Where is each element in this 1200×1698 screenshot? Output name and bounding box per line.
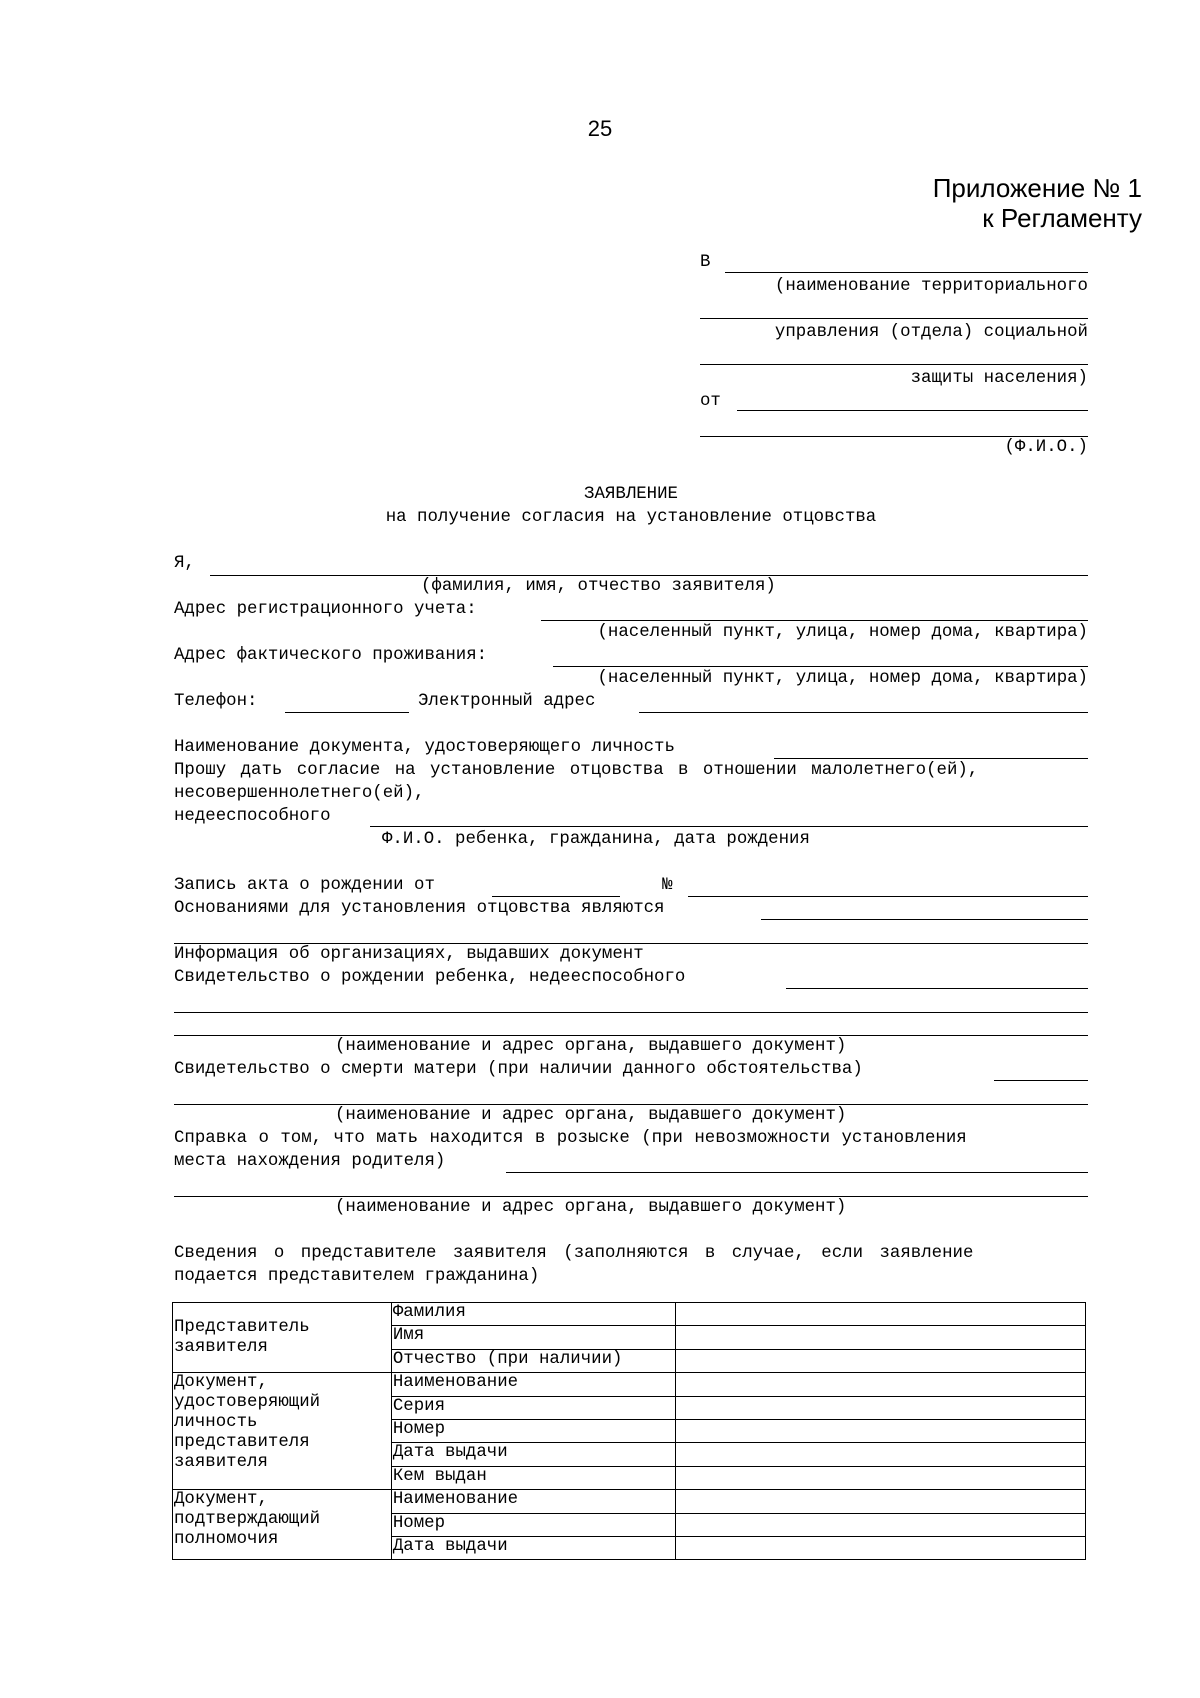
appendix-title: Приложение № 1 <box>932 173 1142 203</box>
to-field[interactable] <box>725 272 1088 273</box>
value-cell[interactable] <box>675 1303 1085 1326</box>
fact-address-hint: (населенный пункт, улица, номер дома, квартира) <box>597 669 1088 688</box>
rep-info-line-1: Сведения о представителе заявителя (заполняются в случае, если заявление <box>174 1244 974 1263</box>
reg-address-hint: (населенный пункт, улица, номер дома, квартира) <box>597 623 1088 642</box>
child-field[interactable] <box>370 826 1088 827</box>
row-label: Дата выдачи <box>391 1536 675 1559</box>
group-label-line: подтверждающий <box>174 1510 321 1530</box>
group-label-authority-document <box>173 1490 392 1560</box>
org-info-label: Информация об организациях, выдавших документ <box>174 945 644 964</box>
fact-address-field[interactable] <box>553 666 1088 667</box>
birth-record-label: Запись акта о рождении от <box>174 876 435 895</box>
row-label: Дата выдачи <box>391 1443 675 1466</box>
document-subtitle: на получение согласия на установление отцовства <box>385 508 877 527</box>
search-field[interactable] <box>506 1172 1088 1173</box>
value-cell[interactable] <box>675 1466 1085 1489</box>
fact-address-label: Адрес фактического проживания: <box>174 646 488 665</box>
id-doc-field[interactable] <box>774 758 1088 759</box>
from-field-2[interactable] <box>700 436 1088 437</box>
issuer-hint-3: (наименование и адрес органа, выдавшего документ) <box>335 1198 847 1217</box>
group-label-id-document <box>173 1373 392 1490</box>
table-row <box>173 1373 1086 1396</box>
group-label-line: удостоверяющий <box>174 1393 321 1413</box>
applicant-name-hint: (фамилия, имя, отчество заявителя) <box>421 577 776 596</box>
death-cert-label: Свидетельство о смерти матери (при наличии данного обстоятельства) <box>174 1060 863 1079</box>
grounds-label: Основаниями для установления отцовства являются <box>174 899 665 918</box>
birth-cert-field-3[interactable] <box>174 1035 1088 1036</box>
row-label: Кем выдан <box>391 1466 675 1489</box>
value-cell[interactable] <box>675 1326 1085 1349</box>
row-label: Фамилия <box>391 1303 675 1326</box>
birth-cert-field-2[interactable] <box>174 1012 1088 1013</box>
row-label: Наименование <box>391 1373 675 1396</box>
group-label-line: Документ, <box>174 1373 268 1393</box>
to-hint-3: защиты населения) <box>910 369 1088 388</box>
appendix-header <box>933 173 1142 233</box>
value-cell[interactable] <box>675 1443 1085 1466</box>
birth-cert-label: Свидетельство о рождении ребенка, недееспособного <box>174 968 686 987</box>
birth-record-date-field[interactable] <box>492 896 620 897</box>
from-field[interactable] <box>737 410 1088 411</box>
from-prefix: от <box>700 392 721 411</box>
representative-table <box>172 1302 1086 1560</box>
death-cert-field-2[interactable] <box>174 1104 1088 1105</box>
birth-record-number-field[interactable] <box>688 896 1088 897</box>
row-label: Отчество (при наличии) <box>391 1349 675 1372</box>
email-label: Электронный адрес <box>418 692 596 711</box>
to-field-2[interactable] <box>700 318 1088 319</box>
value-cell[interactable] <box>675 1513 1085 1536</box>
to-field-3[interactable] <box>700 364 1088 365</box>
rep-info-line-2: подается представителем гражданина) <box>174 1267 540 1286</box>
group-label-line: заявителя <box>174 1337 268 1357</box>
i-label: Я, <box>174 554 195 573</box>
group-label-line: Представитель <box>174 1317 310 1337</box>
issuer-hint-2: (наименование и адрес органа, выдавшего документ) <box>335 1106 847 1125</box>
group-label-line: Документ, <box>174 1490 268 1510</box>
to-prefix: В <box>700 253 711 272</box>
birth-cert-field[interactable] <box>786 988 1088 989</box>
value-cell[interactable] <box>675 1490 1085 1513</box>
row-label: Наименование <box>391 1490 675 1513</box>
number-sign: № <box>662 876 673 895</box>
reg-address-label: Адрес регистрационного учета: <box>174 600 477 619</box>
table-row <box>173 1490 1086 1513</box>
value-cell[interactable] <box>675 1396 1085 1419</box>
search-line-2: места нахождения родителя) <box>174 1152 446 1171</box>
request-line-3: недееспособного <box>174 807 331 826</box>
row-label: Номер <box>391 1513 675 1536</box>
group-label-line: заявителя <box>174 1453 268 1473</box>
email-field[interactable] <box>639 712 1088 713</box>
row-label: Номер <box>391 1419 675 1442</box>
search-line-1: Справка о том, что мать находится в розыске (при невозможности установления <box>174 1129 967 1148</box>
group-label-representative <box>173 1303 392 1373</box>
child-hint: Ф.И.О. ребенка, гражданина, дата рождения <box>382 830 810 849</box>
group-label-line: представителя <box>174 1433 310 1453</box>
issuer-hint-1: (наименование и адрес органа, выдавшего документ) <box>335 1037 847 1056</box>
applicant-name-field[interactable] <box>210 575 1088 576</box>
death-cert-field[interactable] <box>994 1080 1088 1081</box>
document-title: ЗАЯВЛЕНИЕ <box>584 485 678 504</box>
table-row <box>173 1303 1086 1326</box>
group-label-line: личность <box>174 1413 258 1433</box>
to-hint-2: управления (отдела) социальной <box>774 323 1088 342</box>
value-cell[interactable] <box>675 1373 1085 1396</box>
value-cell[interactable] <box>675 1349 1085 1372</box>
row-label: Серия <box>391 1396 675 1419</box>
phone-label: Телефон: <box>174 692 258 711</box>
search-field-2[interactable] <box>174 1196 1088 1197</box>
to-hint-1: (наименование территориального <box>774 277 1088 296</box>
grounds-field[interactable] <box>761 919 1088 920</box>
page-number: 25 <box>587 116 613 141</box>
row-label: Имя <box>391 1326 675 1349</box>
group-label-line: полномочия <box>174 1530 279 1550</box>
value-cell[interactable] <box>675 1536 1085 1559</box>
request-line-1: Прошу дать согласие на установление отцовства в отношении малолетнего(ей), <box>174 761 979 780</box>
id-doc-label: Наименование документа, удостоверяющего личность <box>174 738 675 757</box>
grounds-field-2[interactable] <box>174 943 1088 944</box>
phone-field[interactable] <box>285 712 409 713</box>
reg-address-field[interactable] <box>541 620 1088 621</box>
value-cell[interactable] <box>675 1419 1085 1442</box>
from-hint: (Ф.И.О.) <box>1004 438 1088 457</box>
request-line-2: несовершеннолетнего(ей), <box>174 784 425 803</box>
appendix-subtitle: к Регламенту <box>982 203 1142 233</box>
